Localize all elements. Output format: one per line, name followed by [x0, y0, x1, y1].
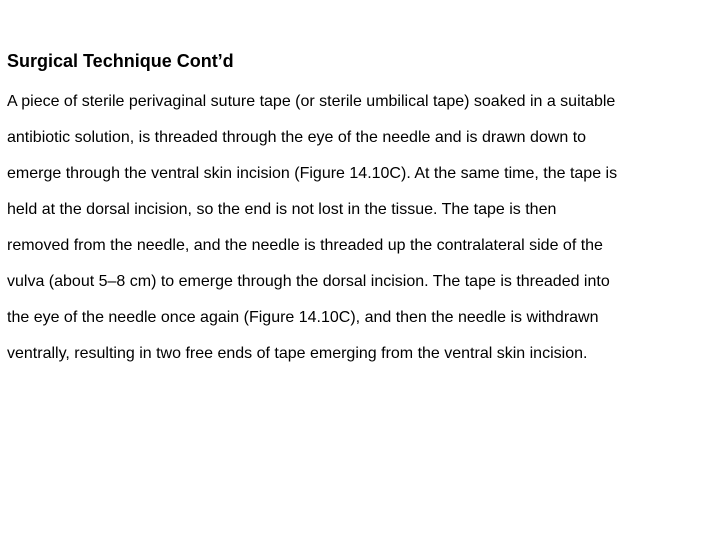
body-text-line: A piece of sterile perivaginal suture tape (or sterile umbilical tape) soaked in a suitable: [7, 93, 616, 110]
body-text-line: vulva (about 5–8 cm) to emerge through the dorsal incision. The tape is threaded into: [7, 273, 610, 290]
body-text-line: emerge through the ventral skin incision (Figure 14.10C). At the same time, the tape is: [7, 165, 618, 182]
slide-title: Surgical Technique Cont’d: [7, 51, 234, 71]
slide-body-text: [7, 84, 617, 372]
body-text-line: ventrally, resulting in two free ends of tape emerging from the ventral skin incision.: [7, 345, 588, 362]
body-text-line: the eye of the needle once again (Figure 14.10C), and then the needle is withdrawn: [7, 309, 599, 326]
body-text-line: removed from the needle, and the needle is threaded up the contralateral side of the: [7, 237, 603, 254]
body-text-line: antibiotic solution, is threaded through the eye of the needle and is drawn down to: [7, 129, 587, 146]
body-text-line: held at the dorsal incision, so the end is not lost in the tissue. The tape is then: [7, 201, 557, 218]
